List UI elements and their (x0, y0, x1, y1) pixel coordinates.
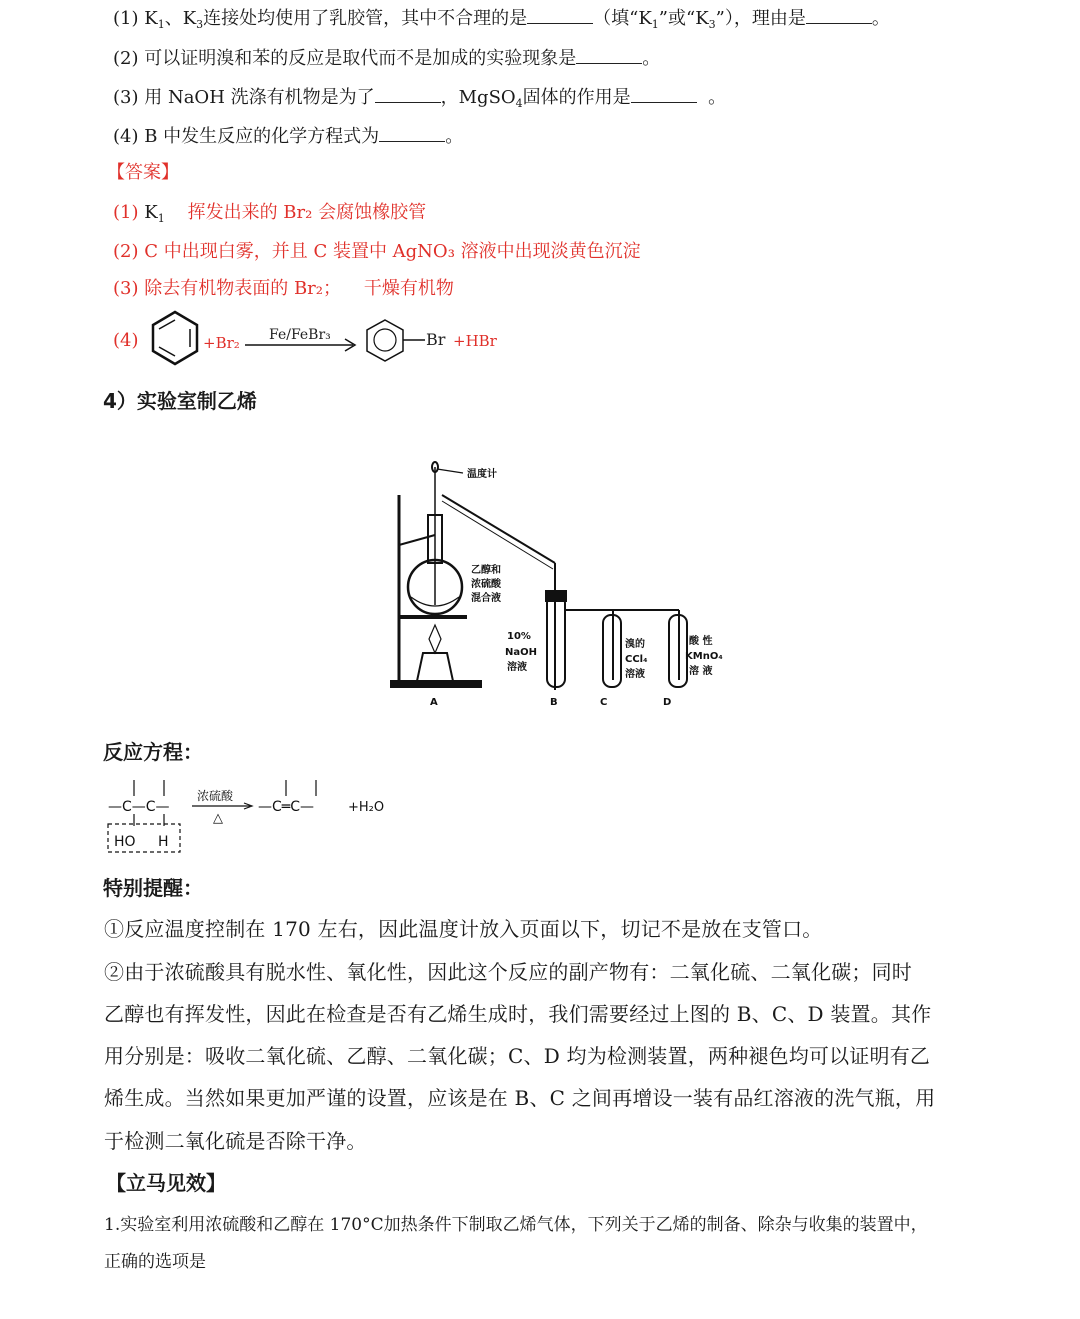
bromobenzene-ring-icon (367, 320, 425, 361)
answer-1 (113, 198, 426, 225)
mgso4-formula: MgSO (458, 87, 516, 108)
reminder-paragraph-2-line-4: 烯生成。当然如果更加严谨的设置，应该是在 B、C 之间再增设一装有品红溶液的洗气瓶，用 (104, 1086, 936, 1110)
answer-blank[interactable] (576, 62, 642, 64)
question-text-b: 固体的作用是 (522, 87, 631, 108)
bromination-equation (145, 308, 505, 372)
reactant-chain: —C—C— (108, 799, 170, 815)
question-text: 可以证明溴和苯的反应是取代而不是加成的实验现象是 (144, 48, 577, 69)
answer-4-number: (4) (113, 330, 139, 351)
answer-blank[interactable] (379, 140, 445, 142)
mixture-label-1: 乙醇和 (471, 565, 501, 576)
kmno4-label-2: KMnO₄ (685, 651, 723, 662)
mgso4-subscript: 4 (515, 97, 523, 110)
answer-2 (113, 237, 641, 263)
alcohol-burner (417, 653, 453, 681)
naoh-label-1: 10% (507, 631, 531, 642)
thermometer-label: 温度计 (467, 469, 497, 480)
reminder-paragraph-2-line-2: 乙醇也有挥发性，因此在检查是否有乙烯生成时，我们需要经过上图的 B、C、D 装置。其作 (104, 1002, 932, 1026)
comma: ， (440, 87, 459, 108)
label-d: D (663, 697, 672, 708)
hint-k1-subscript: 1 (651, 18, 659, 31)
question-1 (113, 4, 890, 31)
condition-top: 浓硫酸 (197, 789, 234, 803)
hint-k3-subscript: 3 (708, 18, 716, 31)
period: 。 (871, 8, 890, 29)
ccl4-label-1: 溴的 (625, 639, 645, 650)
k1-symbol: K (144, 8, 158, 29)
practice-title: 【立马见效】 (106, 1171, 226, 1195)
k3-symbol: K (182, 8, 197, 29)
reminder-paragraph-2-line-5: 于检测二氧化硫是否除干净。 (104, 1129, 367, 1153)
mixture-label-3: 混合液 (471, 593, 501, 604)
product-chain: —C═C— (258, 799, 314, 815)
practice-question-line-1: 1.实验室利用浓硫酸和乙醇在 170°C加热条件下制取乙烯气体，下列关于乙烯的制备、除杂与收集的装置中， (104, 1215, 928, 1235)
kmno4-label-1: 酸 性 (689, 636, 713, 647)
answer-number: (1) (113, 202, 139, 223)
answer-blank-b[interactable] (631, 101, 697, 103)
hydroxyl-group: HO (114, 834, 136, 850)
section-title: 4）实验室制乙烯 (103, 389, 257, 413)
hydrogen-atom: H (158, 834, 169, 850)
question-number: (4) (113, 126, 139, 147)
reminder-title: 特别提醒： (103, 876, 203, 900)
question-text: 连接处均使用了乳胶管，其中不合理的是 (203, 8, 528, 29)
answer-text-a: 除去有机物表面的 Br₂； (144, 278, 342, 299)
answer-text-b: 干燥有机物 (363, 278, 454, 299)
ethylene-apparatus-diagram (385, 455, 730, 710)
label-c: C (600, 697, 608, 708)
hint-open: （填“K (593, 8, 652, 29)
hint-close: ”），理由是 (715, 8, 806, 29)
answer-blank-a[interactable] (375, 101, 441, 103)
answer-label: 【答案】 (107, 162, 179, 183)
naoh-label-3: 溶液 (507, 662, 527, 673)
ccl4-label-3: 溶液 (625, 669, 645, 680)
equation-title: 反应方程： (103, 740, 203, 764)
answer-blank[interactable] (527, 22, 593, 24)
water: +H₂O (348, 800, 385, 815)
plus-br2: +Br₂ (203, 334, 240, 352)
reminder-paragraph-1: ①反应温度控制在 170 左右，因此温度计放入页面以下，切记不是放在支管口。 (104, 917, 823, 941)
mixture-label-2: 浓硫酸 (471, 579, 501, 590)
answer-text: C 中出现白雾，并且 C 装置中 AgNO₃ 溶液中出现淡黄色沉淀 (144, 241, 641, 262)
k-symbol: K (144, 202, 158, 223)
answer-3 (113, 274, 454, 300)
hint-mid: ”或“K (658, 8, 709, 29)
naoh-label-2: NaOH (505, 647, 537, 658)
ccl4-label-2: CCl₄ (625, 654, 648, 665)
benzene-ring-icon (153, 312, 197, 364)
question-number: (3) (113, 87, 139, 108)
question-2 (113, 44, 660, 70)
k3-subscript: 3 (196, 18, 204, 31)
practice-question-line-2: 正确的选项是 (104, 1252, 206, 1272)
question-3 (113, 83, 726, 110)
question-text: B 中发生反应的化学方程式为 (144, 126, 380, 147)
period: 。 (642, 48, 661, 69)
answer-number: (2) (113, 241, 139, 262)
period: 。 (445, 126, 464, 147)
period: 。 (708, 87, 727, 108)
bromine-substituent: Br (426, 330, 446, 349)
separator: 、 (164, 8, 183, 29)
k1-subscript: 1 (157, 18, 165, 31)
question-text-a: 用 NaOH 洗涤有机物是为了 (144, 87, 375, 108)
catalyst-label: Fe/FeBr₃ (269, 327, 331, 343)
kmno4-label-3: 溶 液 (689, 666, 713, 677)
label-b: B (550, 697, 558, 708)
answer-reason: 挥发出来的 Br₂ 会腐蚀橡胶管 (187, 202, 427, 223)
answer-number: (3) (113, 278, 139, 299)
question-4 (113, 122, 463, 148)
plus-hbr: +HBr (453, 332, 497, 350)
condition-bottom: △ (213, 811, 223, 826)
question-number: (2) (113, 48, 139, 69)
label-a: A (430, 697, 438, 708)
reason-blank[interactable] (806, 22, 872, 24)
k-subscript: 1 (157, 212, 165, 225)
reminder-paragraph-2-line-3: 用分别是：吸收二氧化硫、乙醇、二氧化碳；C、D 均为检测装置，两种褪色均可以证明有乙 (104, 1044, 931, 1068)
reminder-paragraph-2-line-1: ②由于浓硫酸具有脱水性、氧化性，因此这个反应的副产物有：二氧化硫、二氧化碳；同时 (104, 960, 912, 984)
dehydration-equation (104, 776, 404, 856)
question-number: (1) (113, 8, 139, 29)
